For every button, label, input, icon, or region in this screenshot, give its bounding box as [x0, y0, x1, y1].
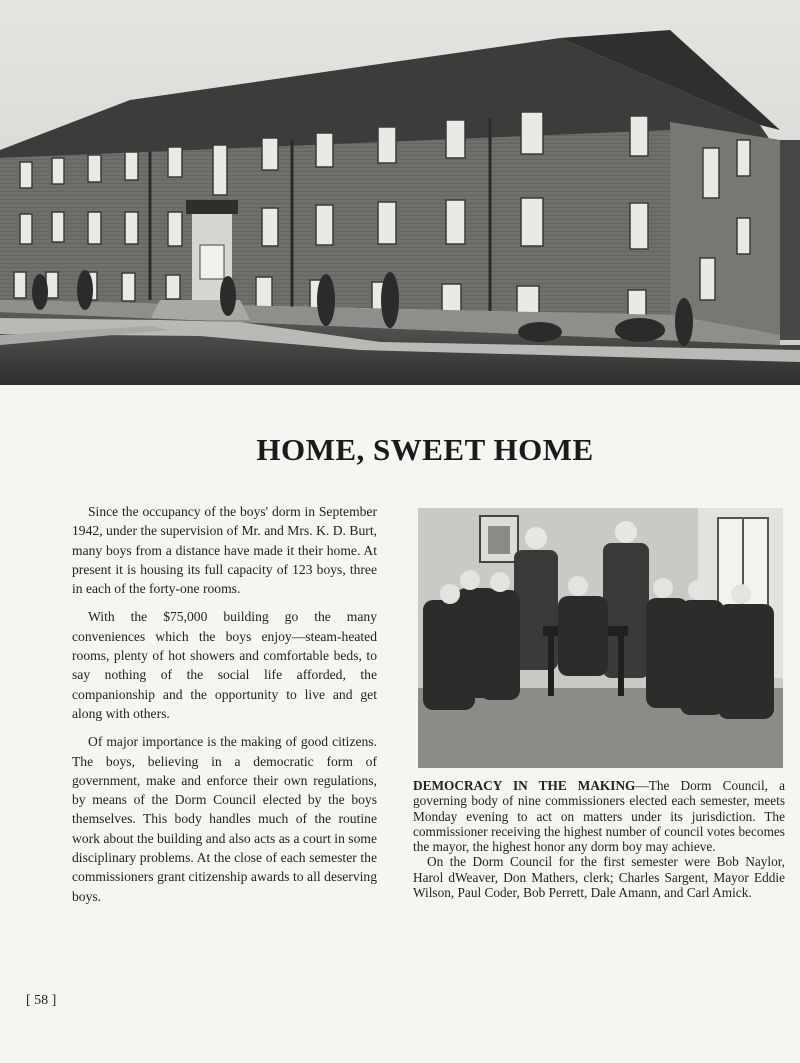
dormitory-building-photo: [0, 0, 800, 385]
article-paragraph: Since the occupancy of the boys' dorm in September 1942, under the supervision of Mr. and Mrs. K. D. Burt, many boys from a distance have made it their home. At present it is housing its full capacity of 123 boys, three in each of the forty-one rooms.: [72, 504, 377, 597]
caption-lead: DEMOCRACY IN THE MAKING: [413, 778, 636, 793]
photo-caption: [413, 778, 785, 900]
page-title: HOME, SWEET HOME: [256, 432, 594, 467]
caption-paragraph: [413, 778, 785, 854]
caption-members: On the Dorm Council for the first semester were Bob Naylor, Harol dWeaver, Don Mathers, clerk; Charles Sargent, Mayor Eddie Wilson, Paul Coder, Bob Perrett, Dale Amann, and Carl Amick.: [413, 854, 785, 901]
page-number: [ 58 ]: [26, 993, 57, 1008]
caption-text: —The Dorm Council, a governing body of nine commissioners elected each semester, meets Monday evening to act on matters under its jurisdiction. The commissioner receiving the highest number of council votes becomes the mayor, the highest honor any dorm boy may achieve.: [413, 778, 786, 855]
article-paragraph: Of major importance is the making of good citizens. The boys, believing in a democratic form of government, make and enforce their own regulations, by means of the Dorm Council elected by the boys themselves. This body handles much of the routine work about the building and also acts as a court in some disciplinary problems. At the close of each semester the commissioners grant citizenship awards to all deserving boys.: [72, 734, 377, 904]
article-body: [72, 502, 377, 915]
article-paragraph: With the $75,000 building go the many conveniences which the boys enjoy—steam-heated rooms, plenty of hot showers and comfortable beds, to say nothing of the social life afforded, the companionship and the opportunity to live and get along with others.: [72, 609, 377, 721]
dorm-council-group-photo: [418, 508, 783, 768]
